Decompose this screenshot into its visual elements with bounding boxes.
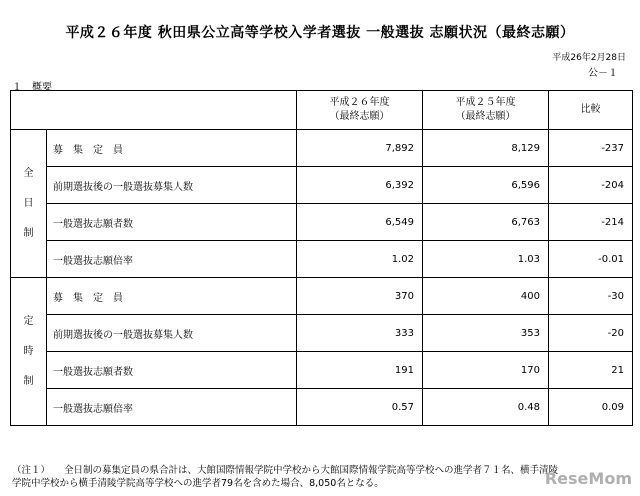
group-label-fulltime: 全 日 制 [11,130,47,278]
group-label-parttime: 定 時 制 [11,278,47,426]
footnote-label: （注１） [12,465,51,476]
table-row [11,389,633,426]
page-title: 平成２６年度 秋田県公立高等学校入学者選抜 一般選抜 志願状況（最終志願） [65,25,575,41]
application-summary-table [10,90,633,426]
row-label: 前期選抜後の一般選抜募集人数 [47,167,297,204]
value-2013: 353 [423,315,549,352]
table-row [11,167,633,204]
section-heading: １ 概要 [12,82,52,93]
footnote [12,464,624,490]
footnote-line-2: 学院中学校から横手清陵学院高等学校への進学者79名を含めた場合、8,050名となる。 [12,478,384,489]
value-2014: 6,549 [297,204,423,241]
value-2013: 6,763 [423,204,549,241]
column-header-2013: 平成２５年度 （最終志願） [423,91,549,130]
document-number: 公－１ [588,68,618,79]
watermark-logo: ReseMom [544,469,632,488]
value-diff: -30 [549,278,633,315]
table-row [11,130,633,167]
value-2014: 370 [297,278,423,315]
column-header-comparison: 比較 [549,91,633,130]
value-2014: 333 [297,315,423,352]
value-2013: 1.03 [423,241,549,278]
value-diff: -237 [549,130,633,167]
value-2013: 0.48 [423,389,549,426]
table-row [11,278,633,315]
row-label: 一般選抜志願者数 [47,204,297,241]
value-2013: 400 [423,278,549,315]
value-diff: -214 [549,204,633,241]
row-label: 募 集 定 員 [47,130,297,167]
publication-date: 平成26年2月28日 [552,53,626,63]
row-label: 一般選抜志願倍率 [47,241,297,278]
row-label: 前期選抜後の一般選抜募集人数 [47,315,297,352]
footnote-line-1: （注１） 全日制の募集定員の県合計は、大館国際情報学院中学校から大館国際情報学院高等学校への進学者７１名、横手清陵 [12,465,559,476]
value-2014: 7,892 [297,130,423,167]
row-label: 一般選抜志願倍率 [47,389,297,426]
value-2014: 0.57 [297,389,423,426]
table-row [11,315,633,352]
value-2014: 191 [297,352,423,389]
value-diff: -20 [549,315,633,352]
column-header-2014: 平成２６年度 （最終志願） [297,91,423,130]
value-2013: 8,129 [423,130,549,167]
table-row [11,204,633,241]
row-label: 募 集 定 員 [47,278,297,315]
header-blank-cell [11,91,297,130]
value-diff: 21 [549,352,633,389]
value-2014: 1.02 [297,241,423,278]
value-2013: 6,596 [423,167,549,204]
table-row [11,352,633,389]
row-label: 一般選抜志願者数 [47,352,297,389]
value-2014: 6,392 [297,167,423,204]
table-header-row [11,91,633,130]
value-diff: 0.09 [549,389,633,426]
value-diff: -204 [549,167,633,204]
table-row [11,241,633,278]
value-diff: -0.01 [549,241,633,278]
value-2013: 170 [423,352,549,389]
